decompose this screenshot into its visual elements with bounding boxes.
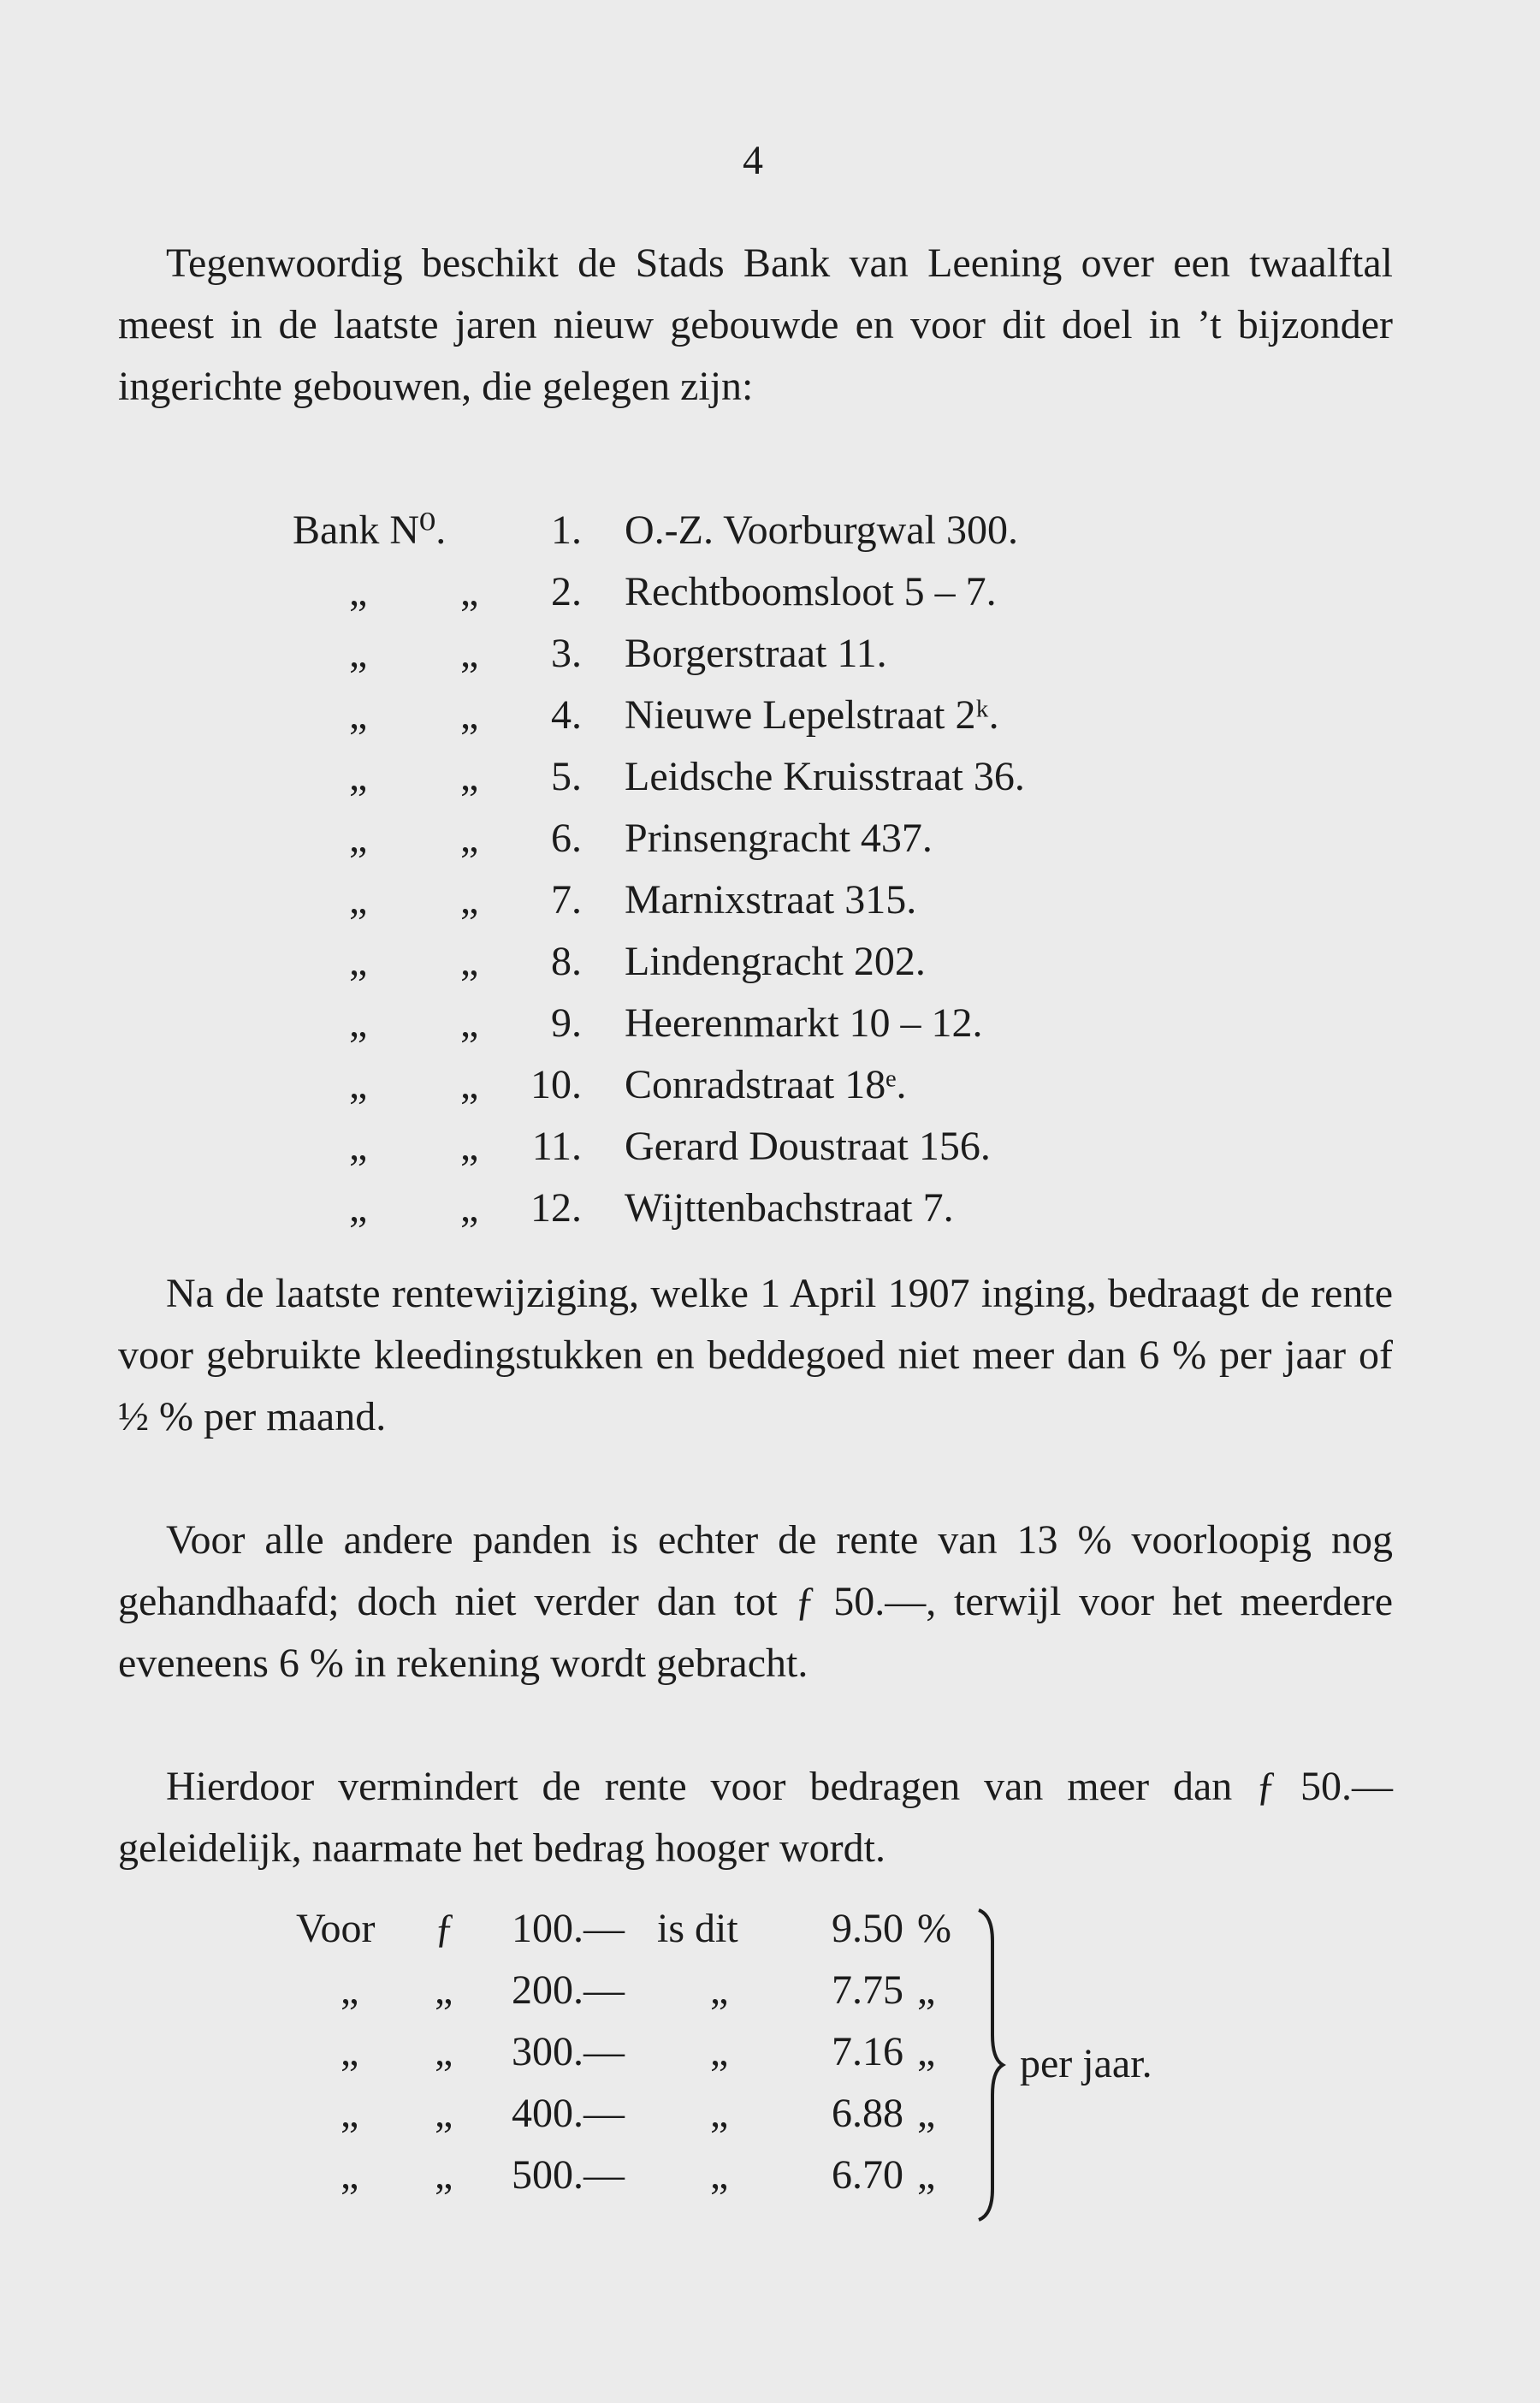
ditto-mark: „ (710, 1967, 729, 2013)
rate-value: 7.75 (832, 1967, 903, 2013)
rate-value: 6.70 (832, 2152, 903, 2198)
bank-number: 8. (551, 939, 582, 984)
ditto-mark: „ (460, 1062, 479, 1107)
bank-address: Rechtboomsloot 5 – 7. (625, 569, 997, 614)
ditto-mark: „ (349, 631, 368, 676)
ditto-mark: „ (917, 1967, 936, 2013)
ditto-mark: „ (349, 1124, 368, 1169)
ditto-mark: „ (341, 2029, 359, 2074)
rate-value: 6.88 (832, 2091, 903, 2136)
currency-sign: ƒ (435, 1906, 455, 1951)
rate-is-dit-label: is dit (657, 1906, 738, 1951)
bank-number: 2. (551, 569, 582, 614)
bank-number: 6. (551, 816, 582, 861)
bank-address: O.-Z. Voorburgwal 300. (625, 507, 1018, 553)
rate-amount: 500.— (512, 2152, 625, 2198)
ditto-mark: „ (460, 939, 479, 984)
rate-value: 7.16 (832, 2029, 903, 2074)
bank-number: 9. (551, 1000, 582, 1046)
ditto-mark: „ (435, 2152, 453, 2198)
ditto-mark: „ (460, 1000, 479, 1046)
ditto-mark: „ (349, 569, 368, 614)
ditto-mark: „ (460, 1124, 479, 1169)
other-pledges-paragraph: Voor alle andere panden is echter de rente van 13 % voorloopig nog gehandhaafd; doch niet verder dan tot ƒ 50.—, terwijl voor het meerdere eveneens 6 % in rekening wordt gebracht. (118, 1517, 1393, 1686)
ditto-mark: „ (917, 2152, 936, 2198)
percent-sign: % (917, 1906, 951, 1951)
bank-address: Leidsche Kruisstraat 36. (625, 754, 1025, 799)
rate-amount: 100.— (512, 1906, 625, 1951)
ditto-mark: „ (349, 1000, 368, 1046)
ditto-mark: „ (710, 2152, 729, 2198)
ditto-mark: „ (460, 754, 479, 799)
ditto-mark: „ (349, 692, 368, 738)
ditto-mark: „ (917, 2029, 936, 2074)
bank-address: Gerard Doustraat 156. (625, 1124, 991, 1169)
per-year-label: per jaar. (1020, 2041, 1152, 2086)
bank-address: Nieuwe Lepelstraat 2ᵏ. (625, 692, 999, 738)
bank-number: 7. (551, 877, 582, 923)
ditto-mark: „ (710, 2029, 729, 2074)
ditto-mark: „ (460, 569, 479, 614)
rate-amount: 400.— (512, 2091, 625, 2136)
ditto-mark: „ (349, 1062, 368, 1107)
ditto-mark: „ (349, 1185, 368, 1231)
ditto-mark: „ (460, 816, 479, 861)
bank-address: Conradstraat 18ᵉ. (625, 1062, 907, 1107)
bank-number: 10. (530, 1062, 582, 1107)
ditto-mark: „ (349, 754, 368, 799)
bank-address: Wijttenbachstraat 7. (625, 1185, 954, 1231)
rate-change-paragraph: Na de laatste rentewijziging, welke 1 April 1907 inging, bedraagt de rente voor gebruikte kleedingstukken en beddegoed niet meer dan 6 % per jaar of ½ % per maand. (118, 1271, 1393, 1439)
ditto-mark: „ (349, 816, 368, 861)
ditto-mark: „ (349, 877, 368, 923)
rate-value: 9.50 (832, 1906, 903, 1951)
page-number: 4 (743, 138, 763, 183)
ditto-mark: „ (460, 1185, 479, 1231)
bank-number: 3. (551, 631, 582, 676)
bank-number: 4. (551, 692, 582, 738)
bank-number: 1. (551, 507, 582, 553)
bank-address: Borgerstraat 11. (625, 631, 887, 676)
ditto-mark: „ (349, 939, 368, 984)
bank-address: Marnixstraat 315. (625, 877, 917, 923)
curly-brace-icon (974, 1907, 1008, 2223)
bank-prefix: Bank N⁰. (293, 507, 447, 553)
ditto-mark: „ (341, 2091, 359, 2136)
ditto-mark: „ (341, 2152, 359, 2198)
ditto-mark: „ (435, 2091, 453, 2136)
ditto-mark: „ (435, 1967, 453, 2013)
intro-paragraph: Tegenwoordig beschikt de Stads Bank van Leening over een twaalftal meest in de laatste jaren nieuw gebouwde en voor dit doel in ’t bijzonder ingerichte gebouwen, die gelegen zijn: (118, 240, 1393, 409)
rate-voor-label: Voor (296, 1906, 376, 1951)
bank-number: 12. (530, 1185, 582, 1231)
ditto-mark: „ (710, 2091, 729, 2136)
ditto-mark: „ (341, 1967, 359, 2013)
bank-number: 11. (531, 1124, 582, 1169)
ditto-mark: „ (460, 631, 479, 676)
ditto-mark: „ (460, 877, 479, 923)
rate-amount: 200.— (512, 1967, 625, 2013)
rate-amount: 300.— (512, 2029, 625, 2074)
bank-address: Heerenmarkt 10 – 12. (625, 1000, 983, 1046)
bank-number: 5. (551, 754, 582, 799)
bank-address: Prinsengracht 437. (625, 816, 933, 861)
bank-address: Lindengracht 202. (625, 939, 926, 984)
reduction-paragraph: Hierdoor vermindert de rente voor bedragen van meer dan ƒ 50.— geleidelijk, naarmate het bedrag hooger wordt. (118, 1764, 1393, 1871)
ditto-mark: „ (917, 2091, 936, 2136)
ditto-mark: „ (460, 692, 479, 738)
ditto-mark: „ (435, 2029, 453, 2074)
